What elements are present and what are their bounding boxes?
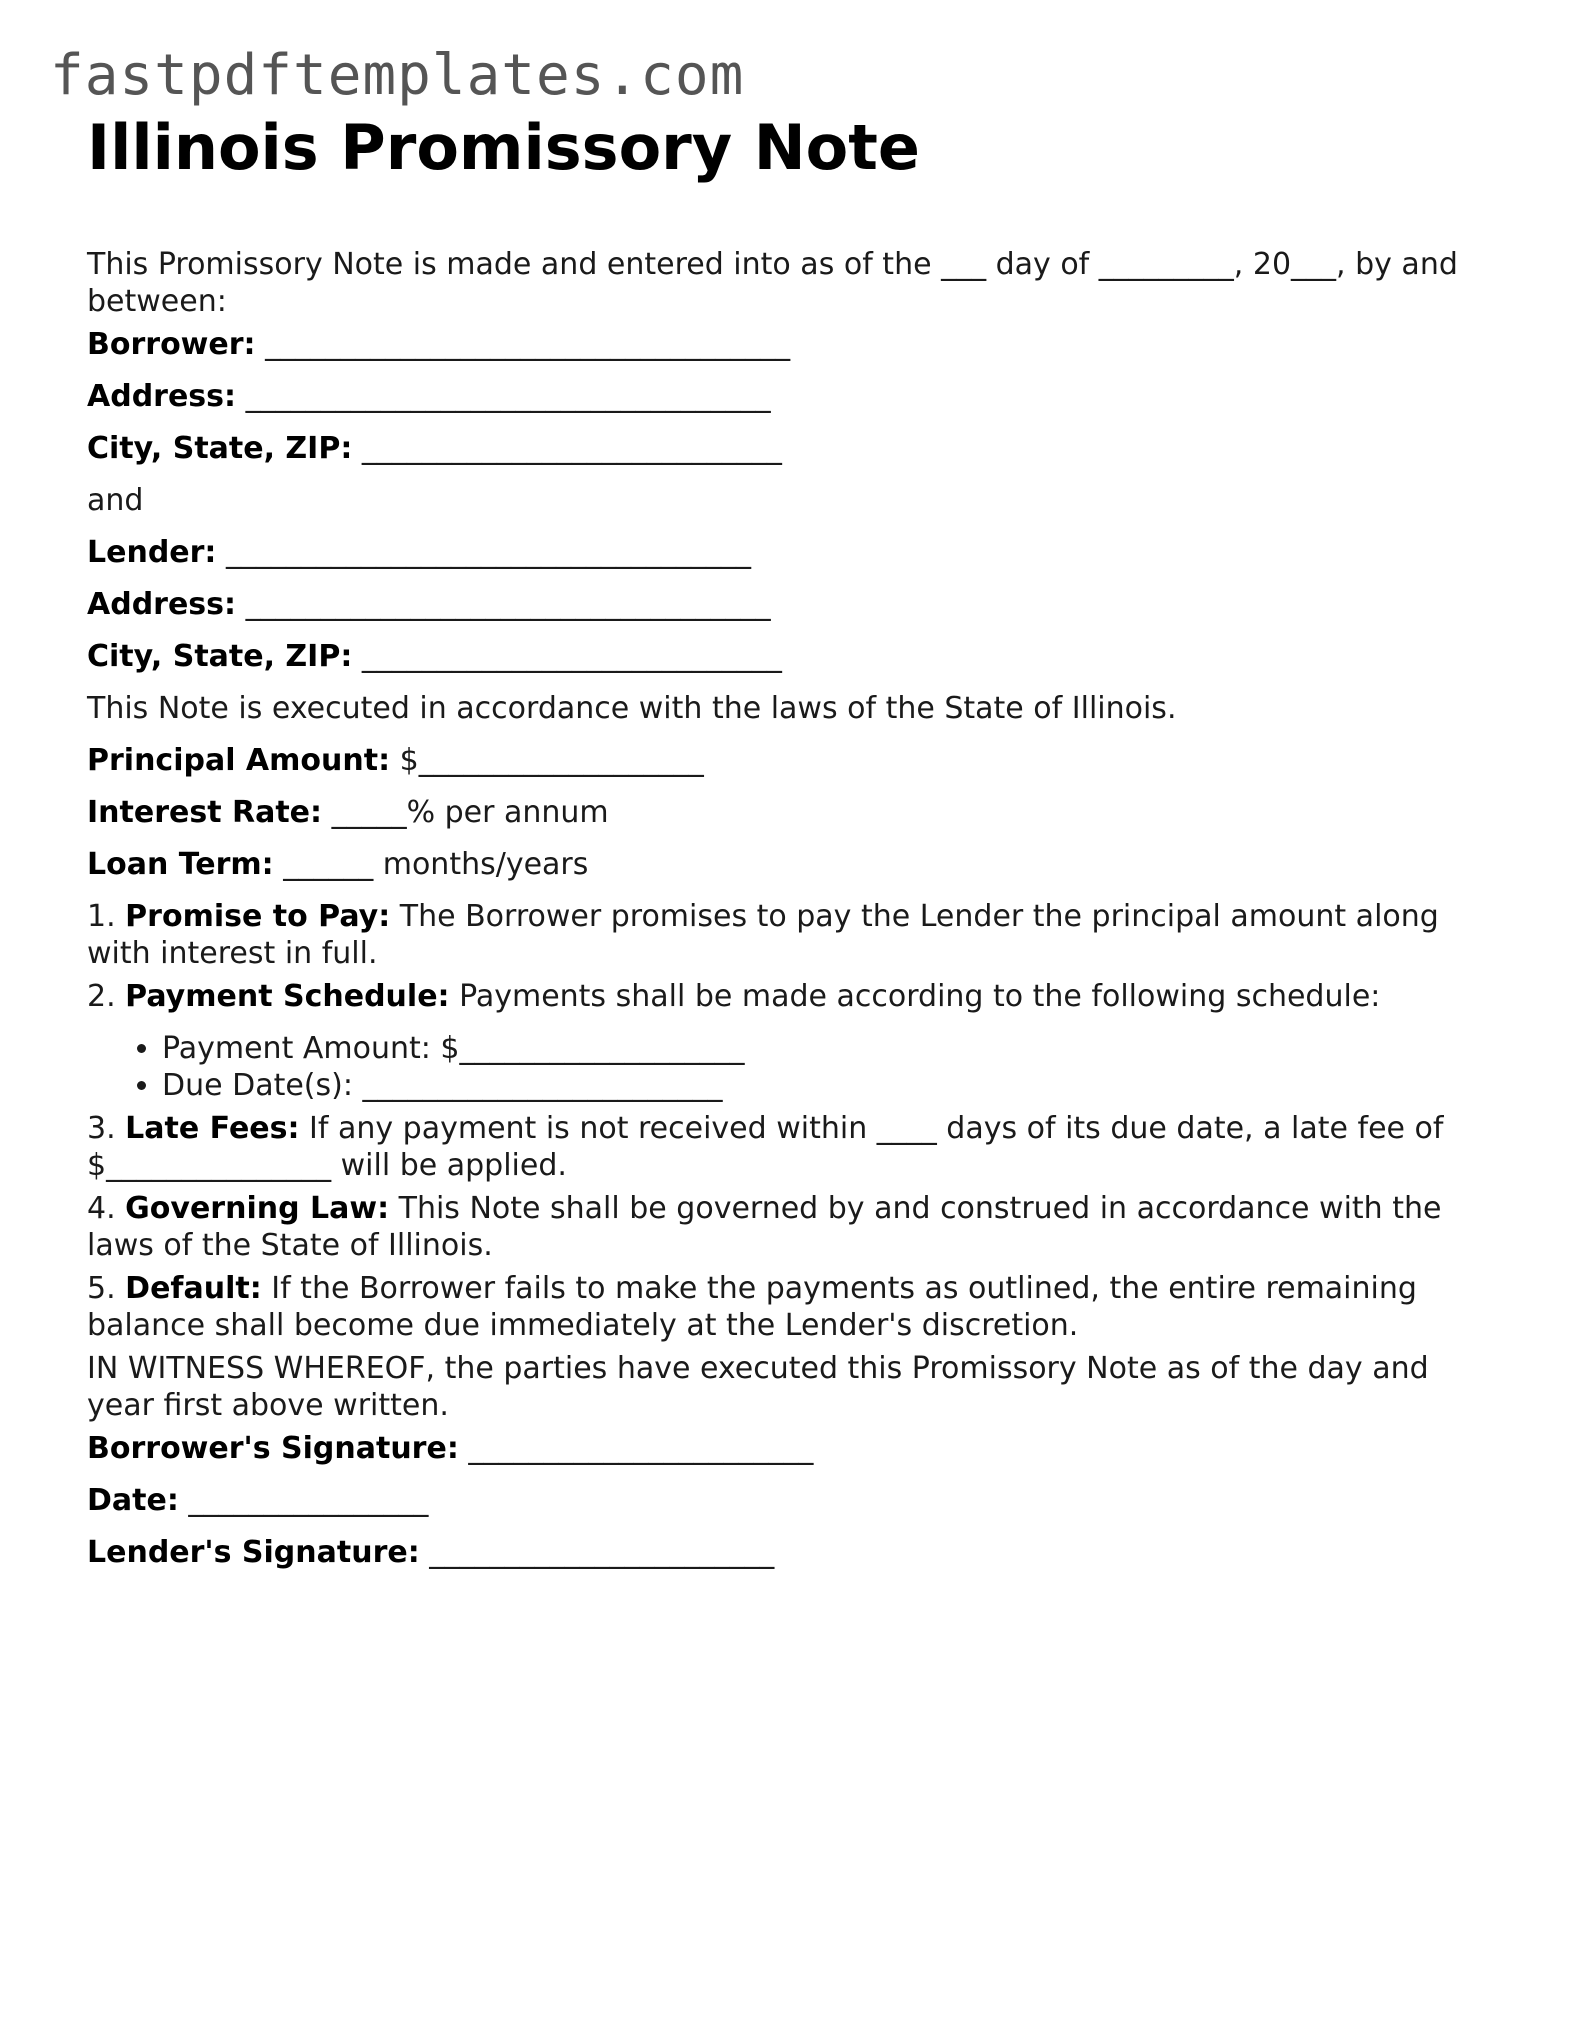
blank-line: _____% per annum xyxy=(322,795,609,830)
borrower-signature-field[interactable] xyxy=(87,1430,1487,1467)
clause-governing-law xyxy=(87,1190,1487,1264)
interest-rate-field[interactable] xyxy=(87,794,1487,831)
blank-line: ___________________________________ xyxy=(236,379,771,414)
clause-number: 3. xyxy=(87,1111,116,1146)
field-label: City, State, ZIP: xyxy=(87,431,353,466)
clause-text: If any payment is not received within ____ days of its due date, a late fee of $_______________ will be applied. xyxy=(87,1111,1444,1183)
field-label: Date: xyxy=(87,1483,179,1518)
clause-payment-schedule xyxy=(87,978,1487,1015)
field-label: Lender's Signature: xyxy=(87,1535,420,1570)
field-label: City, State, ZIP: xyxy=(87,639,353,674)
loan-term-field[interactable] xyxy=(87,846,1487,883)
clause-text: If the Borrower fails to make the payments as outlined, the entire remaining balance shall become due immediately at the Lender's discretion. xyxy=(87,1271,1417,1343)
field-label: Borrower's Signature: xyxy=(87,1431,459,1466)
clause-title: Promise to Pay: xyxy=(125,899,391,934)
clause-number: 2. xyxy=(87,979,116,1014)
clause-number: 1. xyxy=(87,899,116,934)
field-label: Address: xyxy=(87,379,237,414)
document-page xyxy=(87,111,1487,1570)
clause-text: Payments shall be made according to the following schedule: xyxy=(449,979,1381,1014)
blank-line: $___________________ xyxy=(390,743,704,778)
and-text: and xyxy=(87,483,144,518)
clause-number: 5. xyxy=(87,1271,116,1306)
field-label: Principal Amount: xyxy=(87,743,391,778)
field-label: Borrower: xyxy=(87,327,256,362)
lender-city-state-zip-field[interactable] xyxy=(87,638,1487,675)
blank-line: ____________________________ xyxy=(352,639,782,674)
borrower-city-state-zip-field[interactable] xyxy=(87,430,1487,467)
principal-amount-field[interactable] xyxy=(87,742,1487,779)
clause-text: This Note shall be governed by and construed in accordance with the laws of the State of Illinois. xyxy=(87,1191,1442,1263)
due-dates-field[interactable]: • Due Date(s): ________________________ xyxy=(162,1067,1562,1104)
clause-title: Payment Schedule: xyxy=(125,979,450,1014)
clause-title: Default: xyxy=(125,1271,262,1306)
blank-line: ___________________________________ xyxy=(255,327,791,362)
clause-late-fees xyxy=(87,1110,1487,1184)
lender-signature-field[interactable] xyxy=(87,1534,1487,1571)
blank-line: ____________________________ xyxy=(352,431,782,466)
witness-statement: IN WITNESS WHEREOF, the parties have executed this Promissory Note as of the day and year first above written. xyxy=(87,1351,1429,1423)
clause-text: The Borrower promises to pay the Lender the principal amount along with interest in full. xyxy=(87,899,1439,971)
payment-schedule-list xyxy=(87,1030,1562,1104)
blank-line: ______ months/years xyxy=(273,847,589,882)
intro-paragraph: This Promissory Note is made and entered into as of the ___ day of _________, 20___, by and between: xyxy=(87,247,1458,319)
clause-title: Governing Law: xyxy=(125,1191,390,1226)
lender-address-field[interactable] xyxy=(87,586,1487,623)
date-field[interactable] xyxy=(87,1482,1487,1519)
field-label: Interest Rate: xyxy=(87,795,323,830)
field-label: Loan Term: xyxy=(87,847,274,882)
blank-line: ___________________________________ xyxy=(216,535,751,570)
field-label: Address: xyxy=(87,587,237,622)
blank-line: _______________________ xyxy=(419,1535,775,1570)
borrower-address-field[interactable] xyxy=(87,378,1487,415)
lender-name-field[interactable] xyxy=(87,534,1487,571)
page-title: Illinois Promissory Note xyxy=(87,111,920,184)
field-label: Lender: xyxy=(87,535,217,570)
blank-line: _______________________ xyxy=(458,1431,814,1466)
borrower-name-field[interactable] xyxy=(87,326,1487,363)
blank-line: ___________________________________ xyxy=(236,587,771,622)
blank-line: ________________ xyxy=(178,1483,429,1518)
watermark: fastpdftemplates.com xyxy=(50,43,745,108)
clause-number: 4. xyxy=(87,1191,116,1226)
payment-amount-field[interactable]: • Payment Amount: $___________________ xyxy=(162,1030,1562,1067)
clause-default xyxy=(87,1270,1487,1344)
executed-statement: This Note is executed in accordance with the laws of the State of Illinois. xyxy=(87,691,1177,726)
clause-title: Late Fees: xyxy=(125,1111,300,1146)
clause-promise-to-pay xyxy=(87,898,1487,972)
